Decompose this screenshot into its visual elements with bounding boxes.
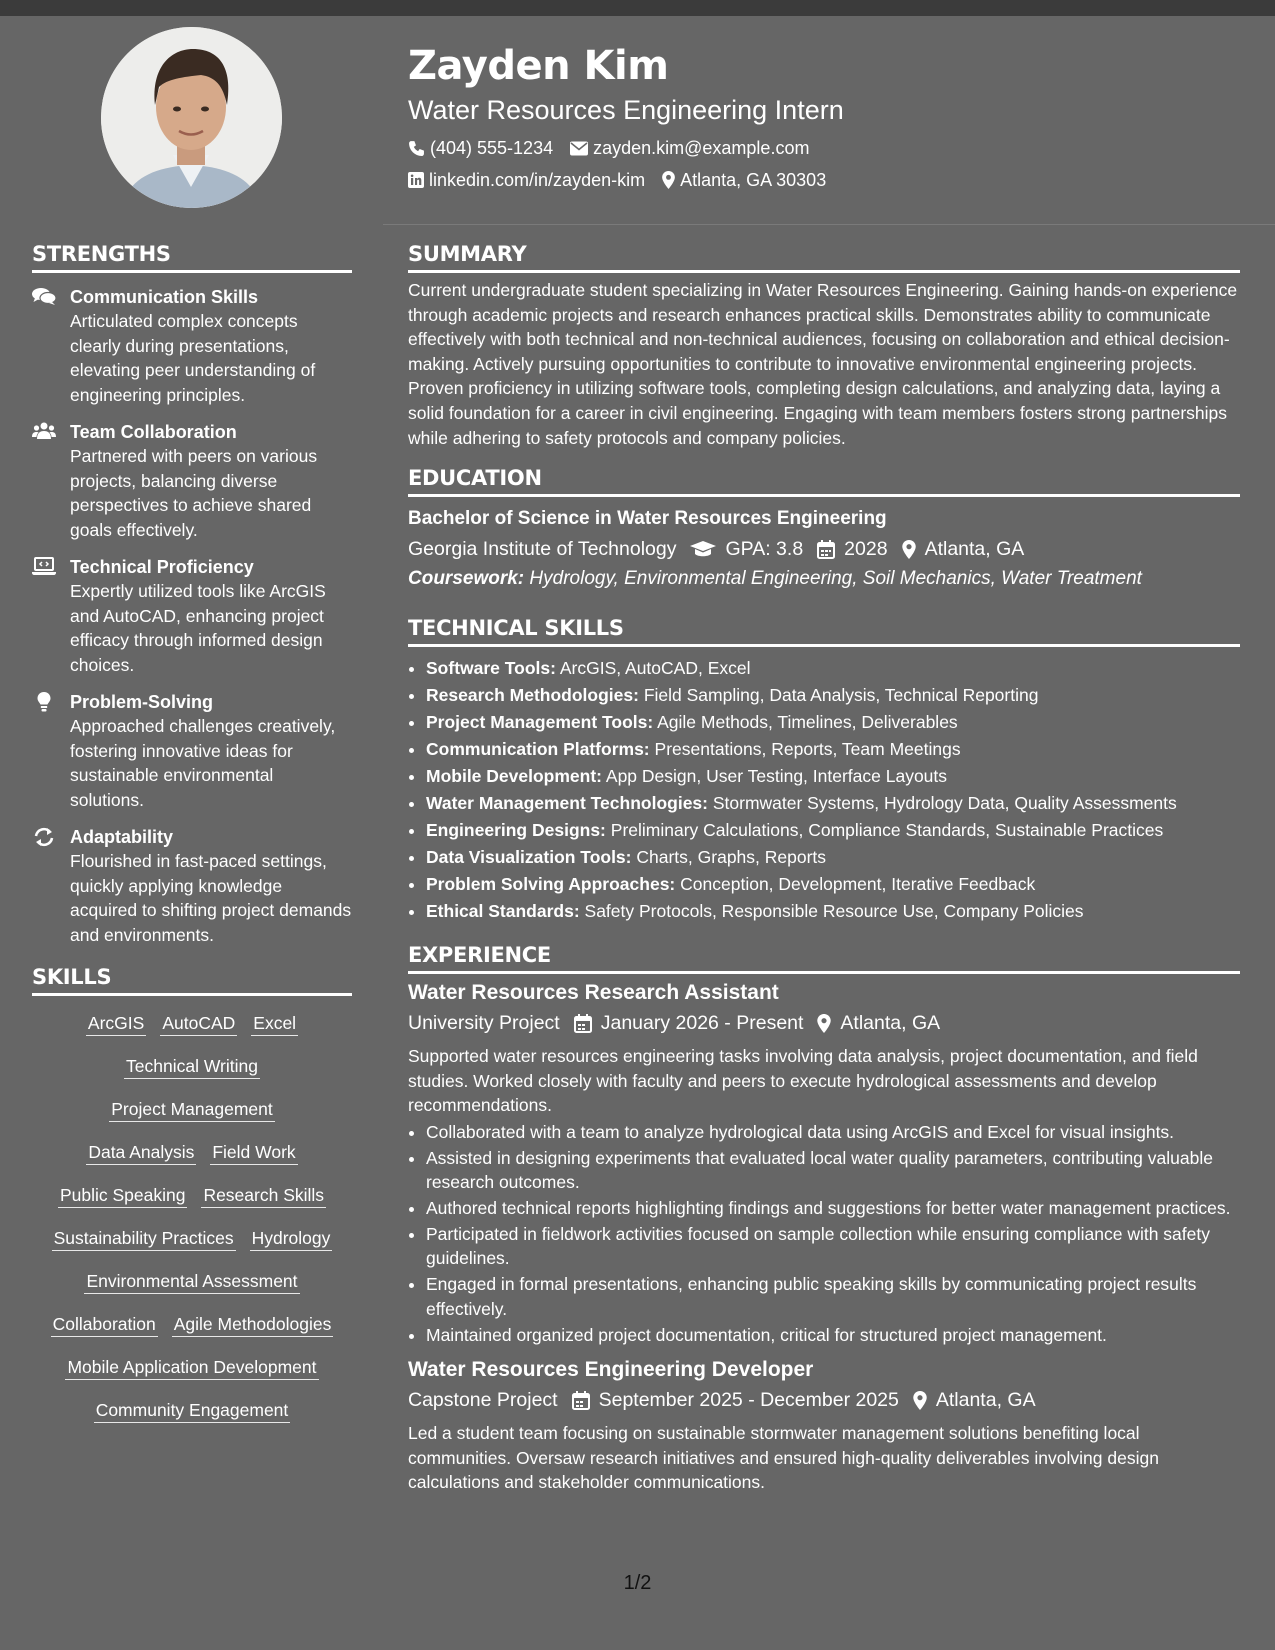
- strength-desc: Expertly utilized tools like ArcGIS and AutoCAD, enhancing project efficacy through informed design choices.: [70, 581, 326, 675]
- comments-icon: [32, 287, 56, 305]
- skill-tag-row: [32, 1356, 352, 1380]
- graduation-cap-icon: [690, 541, 716, 558]
- job-location-text: Atlanta, GA: [840, 1012, 941, 1035]
- skill-tag-row: [32, 1141, 352, 1165]
- location-text: Atlanta, GA 30303: [680, 170, 827, 190]
- laptop-code-icon: [32, 557, 56, 575]
- skill-category: Project Management Tools:: [426, 712, 654, 733]
- strength-title: Adaptability: [70, 827, 174, 847]
- candidate-name: Zayden Kim: [408, 43, 669, 89]
- degree-name: Bachelor of Science in Water Resources Engineering: [408, 508, 887, 530]
- strength-desc: Flourished in fast-paced settings, quickly applying knowledge acquired to shifting project demands and environments.: [70, 851, 352, 945]
- job-org: University Project: [408, 1012, 560, 1035]
- skill-tag: Environmental Assessment: [84, 1270, 299, 1294]
- profile-photo: [101, 27, 282, 208]
- skill-tag: Excel: [251, 1012, 298, 1036]
- job-entry: [408, 978, 1240, 1347]
- skill-tag-row: [32, 1012, 352, 1036]
- contact-row-2: [408, 169, 1248, 191]
- skill-tag: Field Work: [210, 1141, 297, 1165]
- job-bullets: [408, 1120, 1240, 1347]
- top-bar: [0, 0, 1275, 16]
- strength-title: Problem-Solving: [70, 692, 214, 712]
- technical-skill-item: [426, 709, 1240, 736]
- job-bullet: • Engaged in formal presentations, enhancing public speaking skills by communicating project results effectively.: [426, 1272, 1240, 1321]
- edu-location-text: Atlanta, GA: [924, 538, 1025, 561]
- job-bullet: • Authored technical reports highlighting findings and suggestions for better water management practices.: [426, 1196, 1240, 1221]
- strength-item: [32, 555, 352, 677]
- technical-skill-item: [426, 736, 1240, 763]
- strength-item: [32, 285, 352, 407]
- calendar-icon: [817, 540, 835, 559]
- email-text: zayden.kim@example.com: [593, 138, 810, 158]
- job-location: [817, 1008, 940, 1038]
- contact-location: [662, 169, 826, 191]
- job-dates-text: September 2025 - December 2025: [598, 1389, 899, 1412]
- summary-heading: SUMMARY: [408, 240, 1240, 273]
- job-description: Led a student team focusing on sustainable stormwater management solutions benefiting local communities. Oversaw research initiatives and ensured high-quality deliverables involving design calculations and stakeholder communications.: [408, 1423, 1159, 1493]
- job-title: Water Resources Research Assistant: [408, 981, 779, 1005]
- education-heading: EDUCATION: [408, 464, 1240, 497]
- skill-category: Research Methodologies:: [426, 685, 639, 706]
- job-bullet: • Participated in fieldwork activities focused on sample collection while ensuring compliance with safety guidelines.: [426, 1222, 1240, 1271]
- linkedin-text: linkedin.com/in/zayden-kim: [429, 170, 646, 190]
- education-meta: [408, 534, 1240, 564]
- skill-category: Communication Platforms:: [426, 739, 650, 760]
- year-text: 2028: [844, 538, 888, 561]
- education-section: [408, 464, 1240, 594]
- skill-tags: [32, 1012, 352, 1423]
- skill-tag: ArcGIS: [86, 1012, 146, 1036]
- sync-icon: [32, 827, 56, 847]
- job-title: Water Resources Engineering Developer: [408, 1358, 814, 1382]
- strength-title: Team Collaboration: [70, 422, 237, 442]
- strength-title: Technical Proficiency: [70, 557, 254, 577]
- skill-category: Water Management Technologies:: [426, 793, 708, 814]
- job-dates: [572, 1385, 899, 1415]
- technical-skills-section: [408, 614, 1240, 925]
- strength-item: [32, 690, 352, 812]
- candidate-title: Water Resources Engineering Intern: [408, 95, 844, 125]
- skill-tag-row: [32, 1399, 352, 1423]
- coursework: [408, 564, 1240, 594]
- linkedin-icon: [408, 172, 424, 188]
- map-marker-icon: [902, 540, 916, 559]
- job-bullet: • Collaborated with a team to analyze hydrological data using ArcGIS and Excel for visual insights.: [426, 1120, 1240, 1145]
- contact-linkedin[interactable]: [408, 169, 645, 191]
- strength-item: [32, 825, 352, 947]
- technical-skill-item: [426, 655, 1240, 682]
- calendar-icon: [572, 1391, 590, 1410]
- phone-icon: [408, 140, 425, 157]
- skill-tag: Public Speaking: [58, 1184, 188, 1208]
- skill-tag: Research Skills: [201, 1184, 326, 1208]
- strength-desc: Articulated complex concepts clearly during presentations, elevating peer understanding of engineering principles.: [70, 311, 316, 405]
- resume-header: [408, 40, 1248, 191]
- strength-title: Communication Skills: [70, 287, 259, 307]
- right-column: [408, 240, 1240, 1505]
- technical-skills-list: [408, 655, 1240, 925]
- strengths-heading: STRENGTHS: [32, 240, 352, 273]
- coursework-label: Coursework:: [408, 568, 525, 590]
- job-bullet: • Assisted in designing experiments that evaluated local water quality parameters, contributing valuable research outcomes.: [426, 1146, 1240, 1195]
- skill-category: Problem Solving Approaches:: [426, 874, 676, 895]
- lightbulb-icon: [32, 692, 56, 712]
- technical-skill-item: [426, 763, 1240, 790]
- skill-tag: Agile Methodologies: [172, 1313, 334, 1337]
- skill-tag: Hydrology: [250, 1227, 333, 1251]
- job-meta: [408, 1385, 1240, 1415]
- skill-values: Safety Protocols, Responsible Resource Use, Company Policies: [584, 901, 1084, 922]
- contact-phone[interactable]: [408, 137, 553, 159]
- job-bullet: • Maintained organized project documentation, critical for structured project management.: [426, 1323, 1240, 1348]
- envelope-icon: [570, 141, 588, 156]
- job-location: [913, 1385, 1036, 1415]
- school-name: Georgia Institute of Technology: [408, 538, 677, 561]
- skill-tag: Collaboration: [51, 1313, 158, 1337]
- skill-tag-row: [32, 1313, 352, 1337]
- job-entry: [408, 1355, 1240, 1495]
- header-divider: [383, 224, 1275, 225]
- skill-values: Presentations, Reports, Team Meetings: [654, 739, 961, 760]
- skill-values: Stormwater Systems, Hydrology Data, Quality Assessments: [712, 793, 1177, 814]
- job-dates-text: January 2026 - Present: [600, 1012, 804, 1035]
- skill-values: Preliminary Calculations, Compliance Standards, Sustainable Practices: [610, 820, 1164, 841]
- coursework-text: Hydrology, Environmental Engineering, Soil Mechanics, Water Treatment: [529, 568, 1142, 590]
- users-icon: [32, 422, 56, 439]
- experience-heading: EXPERIENCE: [408, 941, 1240, 974]
- job-dates: [574, 1008, 804, 1038]
- skill-category: Software Tools:: [426, 658, 556, 679]
- strengths-list: [32, 285, 352, 947]
- skill-values: Field Sampling, Data Analysis, Technical Reporting: [643, 685, 1039, 706]
- left-column: [32, 240, 352, 1442]
- skills-heading: SKILLS: [32, 963, 352, 996]
- calendar-icon: [574, 1014, 592, 1033]
- strength-item: [32, 420, 352, 542]
- job-org: Capstone Project: [408, 1389, 558, 1412]
- skill-tag: Mobile Application Development: [65, 1356, 318, 1380]
- contact-row-1: [408, 137, 1248, 159]
- skill-category: Data Visualization Tools:: [426, 847, 632, 868]
- job-description: Supported water resources engineering tasks involving data analysis, project documentation, and field studies. Worked closely with faculty and peers to execute hydrological assessments and develop recommendations.: [408, 1046, 1198, 1116]
- jobs-list: [408, 978, 1240, 1495]
- technical-skills-heading: TECHNICAL SKILLS: [408, 614, 1240, 647]
- skill-values: Charts, Graphs, Reports: [636, 847, 827, 868]
- skill-values: Conception, Development, Iterative Feedback: [680, 874, 1036, 895]
- page-number: 1/2: [623, 1572, 652, 1594]
- phone-text: (404) 555-1234: [430, 138, 554, 158]
- experience-section: [408, 941, 1240, 1495]
- skill-values: ArcGIS, AutoCAD, Excel: [559, 658, 751, 679]
- technical-skill-item: [426, 844, 1240, 871]
- skill-category: Engineering Designs:: [426, 820, 606, 841]
- skill-tag: AutoCAD: [160, 1012, 237, 1036]
- skill-tag: Community Engagement: [94, 1399, 291, 1423]
- strength-desc: Approached challenges creatively, fostering innovative ideas for sustainable environmental solutions.: [70, 716, 336, 810]
- skill-tag-row: [32, 1055, 352, 1079]
- skill-tag-row: [32, 1227, 352, 1251]
- technical-skill-item: [426, 817, 1240, 844]
- technical-skill-item: [426, 871, 1240, 898]
- year-item: [817, 534, 887, 564]
- skill-tag-row: [32, 1184, 352, 1208]
- skill-tag-row: [32, 1270, 352, 1294]
- skill-tag: Technical Writing: [124, 1055, 260, 1079]
- technical-skill-item: [426, 898, 1240, 925]
- map-marker-icon: [913, 1391, 927, 1410]
- job-meta: [408, 1008, 1240, 1038]
- job-location-text: Atlanta, GA: [935, 1389, 1036, 1412]
- strength-desc: Partnered with peers on various projects, balancing diverse perspectives to achieve shared goals effectively.: [70, 446, 318, 540]
- summary-section: [408, 240, 1240, 450]
- gpa-text: GPA: 3.8: [725, 538, 804, 561]
- map-marker-icon: [817, 1014, 831, 1033]
- skill-tag-row: [32, 1098, 352, 1122]
- skill-category: Ethical Standards:: [426, 901, 580, 922]
- technical-skill-item: [426, 790, 1240, 817]
- skill-category: Mobile Development:: [426, 766, 602, 787]
- skill-tag: Sustainability Practices: [52, 1227, 236, 1251]
- contact-email[interactable]: [570, 137, 809, 159]
- gpa-item: [690, 534, 803, 564]
- skill-values: App Design, User Testing, Interface Layouts: [605, 766, 948, 787]
- skill-tag: Data Analysis: [86, 1141, 196, 1165]
- edu-location-item: [902, 534, 1025, 564]
- summary-text: Current undergraduate student specializing in Water Resources Engineering. Gaining hands-on experience through academic projects and research enhances practical skills. Demonstrates ability to communicate effectively with both technical and non-technical audiences, focusing on collaboration and ethical decision-making. Actively pursuing opportunities to contribute to innovative environmental engineering projects. Proven proficiency in utilizing software tools, completing design calculations, and analyzing data, laying a solid foundation for a career in civil engineering. Engaging with team members fosters strong partnerships while adhering to safety protocols and company policies.: [408, 280, 1238, 448]
- map-marker-icon: [662, 171, 675, 189]
- skill-tag: Project Management: [109, 1098, 274, 1122]
- technical-skill-item: [426, 682, 1240, 709]
- skill-values: Agile Methods, Timelines, Deliverables: [657, 712, 958, 733]
